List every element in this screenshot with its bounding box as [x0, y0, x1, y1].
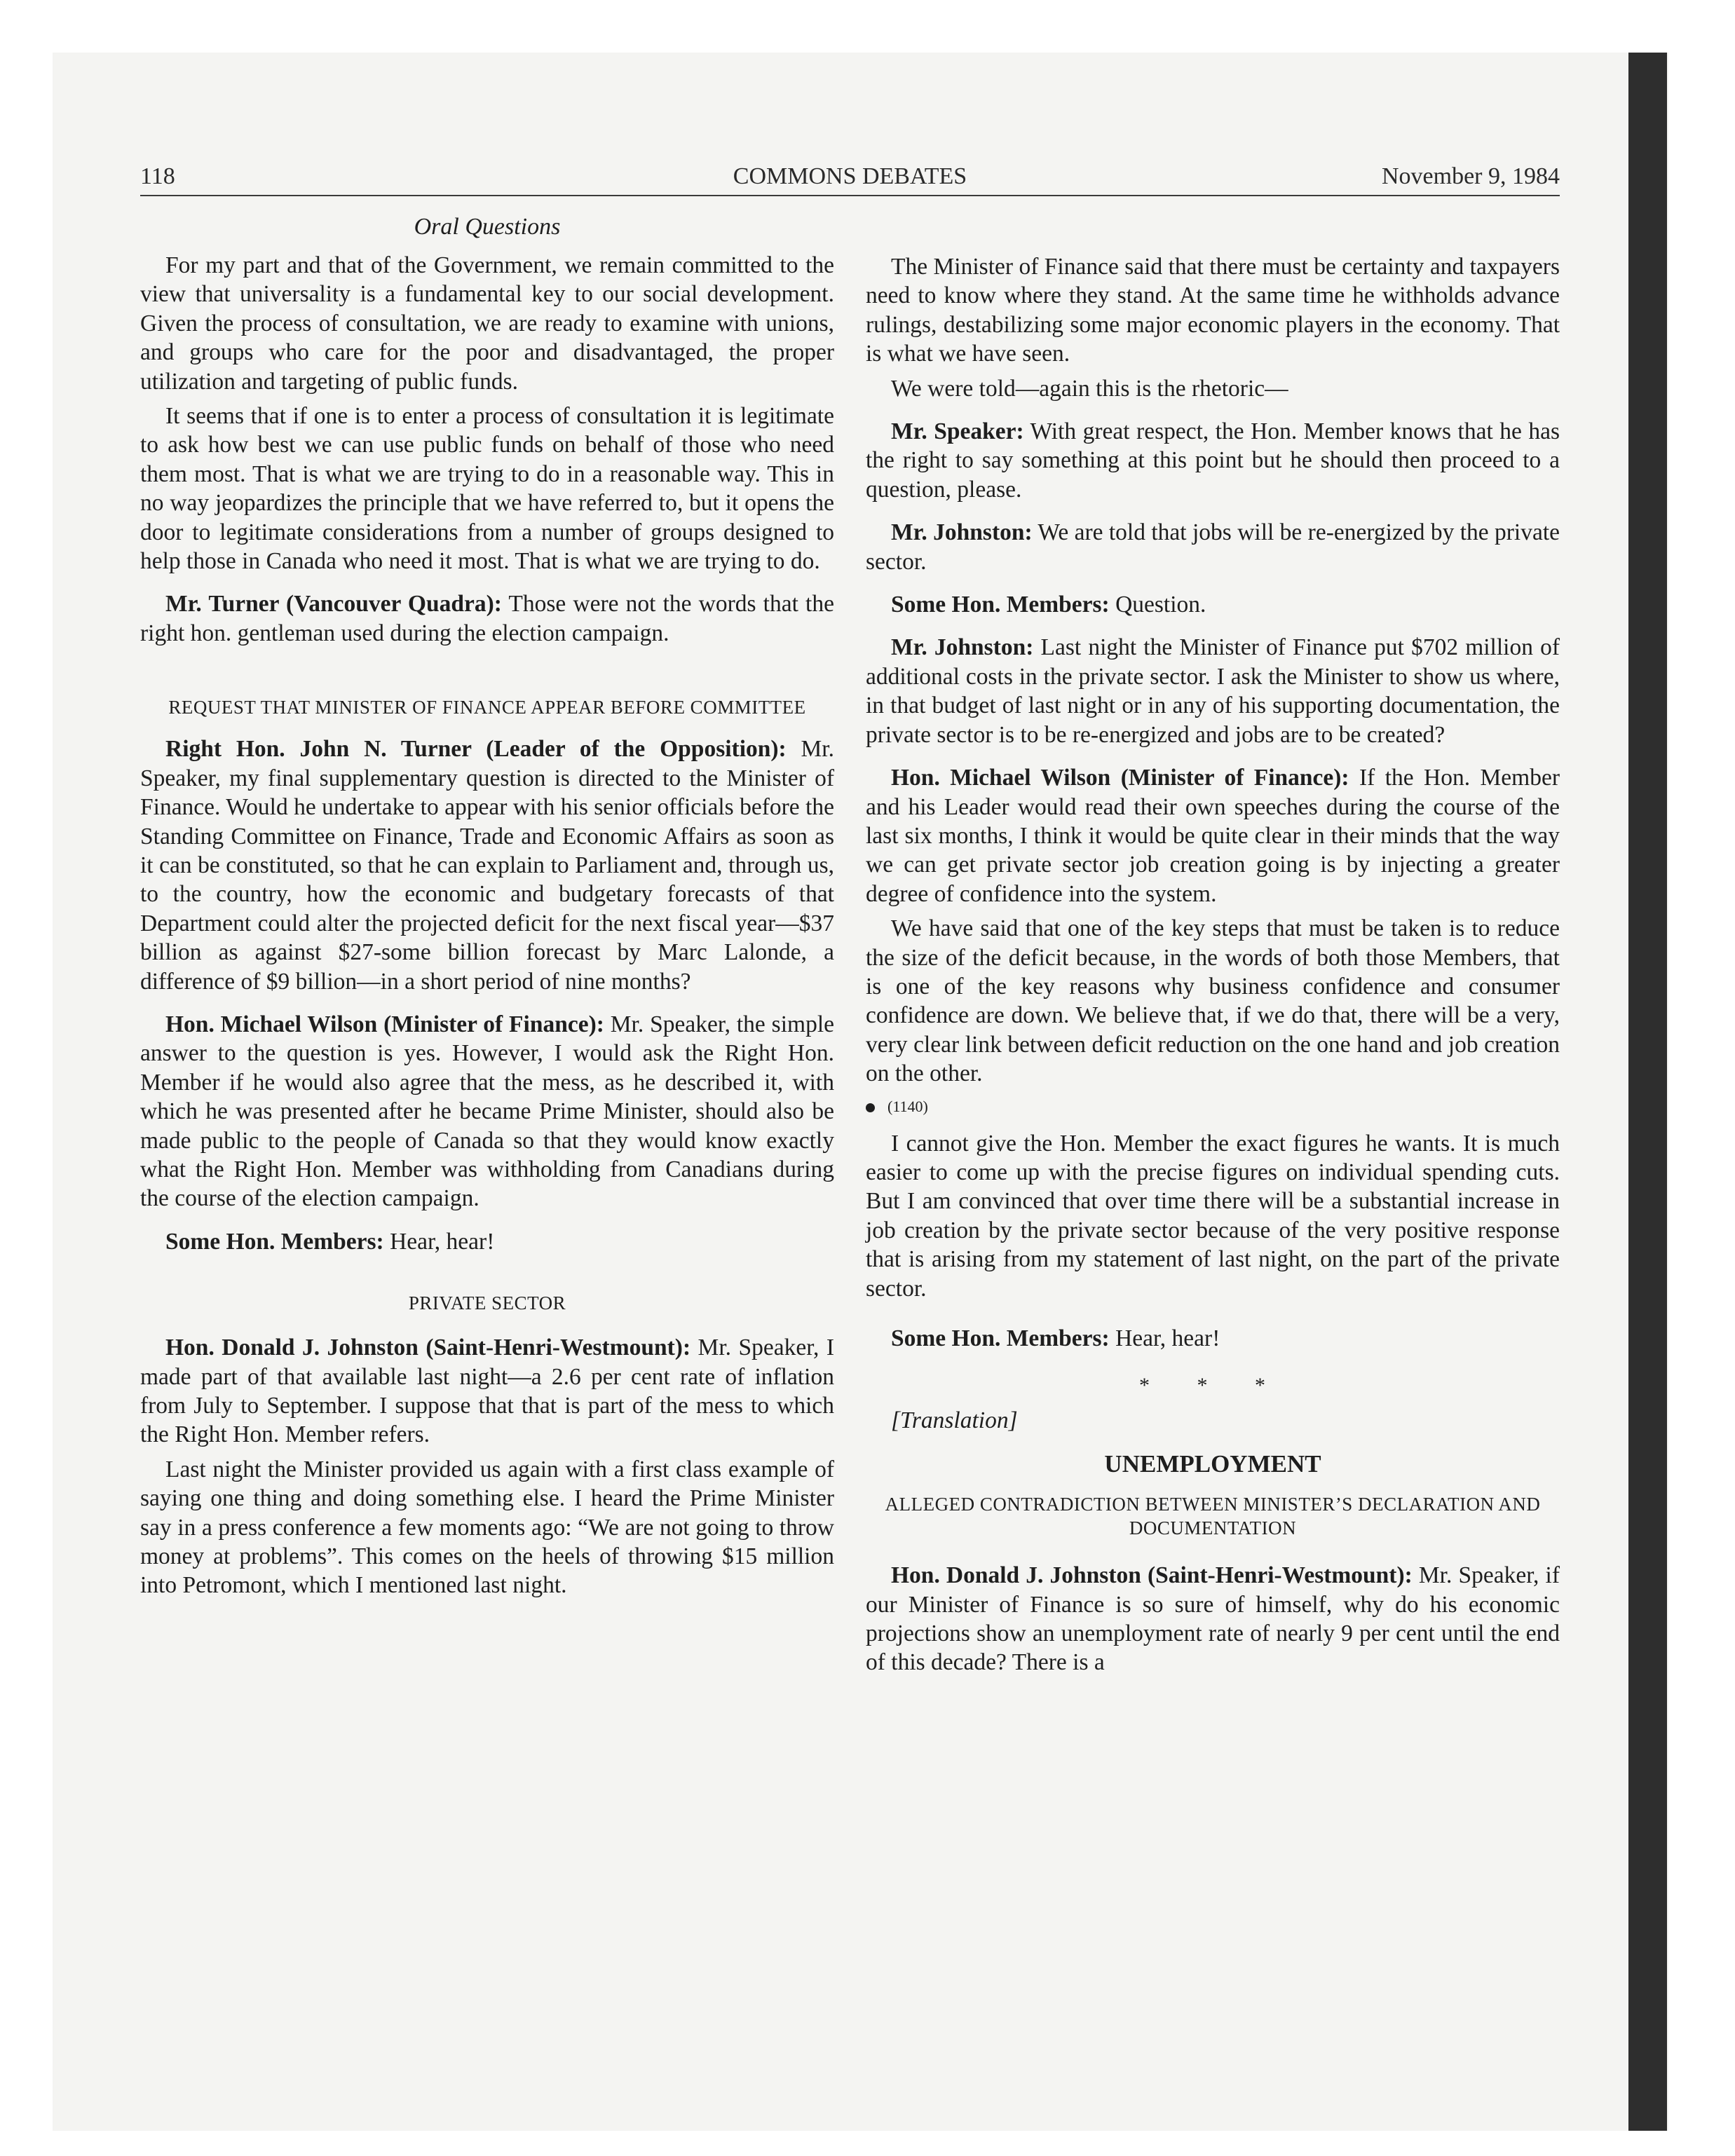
speech-text: Hear, hear! — [383, 1228, 495, 1255]
translation-note: [Translation] — [891, 1407, 1018, 1433]
speech — [866, 763, 1560, 908]
speaker-name: Hon. Michael Wilson (Minister of Finance): — [165, 1011, 604, 1037]
subheading: ALLEGED CONTRADICTION BETWEEN MINISTER’S DECLARATION AND DOCUMENTATION — [885, 1494, 1541, 1539]
speech — [140, 1333, 834, 1449]
running-header — [140, 163, 1560, 197]
speech-text: If the Hon. Member and his Leader would read their own speeches during the course of the last six months, I think it would be quite clear in their minds that the way we can get private sector job creation going is by injecting a greater degree of confidence into the system. — [866, 765, 1560, 907]
speech — [866, 1561, 1560, 1677]
speaker-name: Mr. Speaker: — [891, 418, 1024, 445]
paragraph: For my part and that of the Government, we remain committed to the view that universality is a fundamental key to our social development. Given the process of consultation, we are ready to examine with unions, and groups who care for the poor and disadvantaged, the proper utilization and targeting of public funds. — [140, 252, 834, 395]
speech-text: Question. — [1109, 592, 1206, 618]
publication-title: COMMONS DEBATES — [733, 163, 967, 189]
speaker-name: Hon. Michael Wilson (Minister of Finance): — [891, 765, 1349, 791]
paragraph: I cannot give the Hon. Member the exact figures he wants. It is much easier to come up with the precise figures on individual spending cuts. But I am convinced that over time there will be a substantial increase in job creation by the private sector because of the very positive response that is arising from my statement of last night, on the part of the private sector. — [866, 1130, 1560, 1302]
speech — [866, 417, 1560, 504]
time-stamp: (1140) — [887, 1097, 928, 1115]
speech-text: Last night the Minister of Finance put $702 million of additional costs in the private sector. I ask the Minister to show us where, in that budget of last night or in any of his supporting documentation, the private sector is to be re-energized and jobs are to be created? — [866, 634, 1560, 748]
paragraph: Last night the Minister provided us again with a first class example of saying one thing and doing something else. I heard the Prime Minister say in a press conference a few moments ago: “We are not going to throw money at problems”. This comes on the heels of throwing $15 million into Petromont, which I mentioned last night. — [140, 1456, 834, 1599]
speech-text: Mr. Speaker, if our Minister of Finance is so sure of himself, why do his economic projections show an unemployment rate of nearly 9 per cent until the end of this decade? There is a — [866, 1562, 1560, 1676]
scanner-edge-bar — [1628, 53, 1667, 2131]
speech — [140, 1227, 834, 1256]
paragraph: The Minister of Finance said that there must be certainty and taxpayers need to know where they stand. At the same time he withholds advance rulings, destabilizing some major economic players in the economy. That is what we have seen. — [866, 254, 1560, 367]
speech-text: Mr. Speaker, the simple answer to the question is yes. However, I would ask the Right Hon. Member if he would also agree that the mess, as he described it, with which he was presented after he became Prime Minister, should also be made public to the people of Canada so that they would know exactly what the Right Hon. Member was withholding from Canadians during the course of the election campaign. — [140, 1011, 834, 1212]
speaker-name: Some Hon. Members: — [891, 592, 1110, 618]
paragraph: It seems that if one is to enter a process of consultation it is legitimate to ask how best we can use public funds on behalf of those who need them most. That is what we are trying to do in a reasonable way. This in no way jeopardizes the principle that we have referred to, but it opens the door to legitimate considerations from a number of groups designed to help those in Canada who need it most. That is what we are trying to do. — [140, 403, 834, 575]
speech — [866, 633, 1560, 749]
speaker-name: Some Hon. Members: — [891, 1325, 1110, 1351]
speech-text: Mr. Speaker, my final supplementary question is directed to the Minister of Finance. Would he undertake to appear with his senior officials before the Standing Committee on Finance, Trade and Economic Affairs as soon as it can be constituted, so that he can explain to Parliament and, through us, to the country, how the economic and budgetary forecasts of that Department could alter the projected deficit for the next fiscal year—$37 billion as against $27-some billion forecast by Marc Lalonde, a difference of $9 billion—in a short period of nine months? — [140, 736, 834, 995]
subheading: REQUEST THAT MINISTER OF FINANCE APPEAR BEFORE COMMITTEE — [168, 697, 806, 718]
speaker-name: Some Hon. Members: — [165, 1228, 384, 1255]
speaker-name: Hon. Donald J. Johnston (Saint-Henri-Westmount): — [891, 1562, 1413, 1589]
speech-text: Hear, hear! — [1109, 1325, 1220, 1351]
section-label: Oral Questions — [414, 214, 561, 240]
speech — [866, 590, 1560, 619]
subheading: PRIVATE SECTOR — [408, 1292, 566, 1314]
speech — [140, 735, 834, 996]
speech-text: With great respect, the Hon. Member knows that he has the right to say something at this point but he should then proceed to a question, please. — [866, 418, 1560, 503]
paragraph: We have said that one of the key steps that must be taken is to reduce the size of the deficit because, in the words of both those Members, that is one of the key reasons why business confidence and consumer confidence are down. We believe that, if we do that, there will be a very, very clear link between deficit reduction on the one hand and job creation on the other. — [866, 915, 1560, 1087]
speaker-name: Right Hon. John N. Turner (Leader of the Opposition): — [165, 736, 787, 763]
speech-text: Mr. Speaker, I made part of that available last night—a 2.6 per cent rate of inflation from July to September. I suppose that that is part of the mess to which the Right Hon. Member refers. — [140, 1335, 835, 1448]
paragraph: We were told—again this is the rhetoric— — [891, 375, 1288, 402]
speech — [866, 518, 1560, 576]
main-heading: UNEMPLOYMENT — [1104, 1450, 1321, 1478]
time-marker — [866, 1094, 1560, 1119]
speech-text: Those were not the words that the right hon. gentleman used during the election campaign. — [140, 591, 834, 646]
speaker-name: Mr. Johnston: — [891, 519, 1033, 546]
page-number: 118 — [140, 163, 175, 189]
section-separator: * * * — [1139, 1374, 1286, 1398]
right-column — [866, 252, 1560, 1691]
speech — [140, 589, 834, 648]
speaker-name: Mr. Johnston: — [891, 634, 1034, 661]
speech — [140, 1010, 834, 1213]
speech — [866, 1324, 1560, 1353]
speech-text: We are told that jobs will be re-energized by the private sector. — [866, 519, 1560, 575]
left-column — [140, 251, 834, 1614]
bullet-icon — [866, 1103, 875, 1112]
speaker-name: Hon. Donald J. Johnston (Saint-Henri-Westmount): — [165, 1335, 691, 1361]
speaker-name: Mr. Turner (Vancouver Quadra): — [165, 591, 502, 618]
sitting-date: November 9, 1984 — [1381, 163, 1560, 189]
header-rule — [140, 195, 1560, 196]
